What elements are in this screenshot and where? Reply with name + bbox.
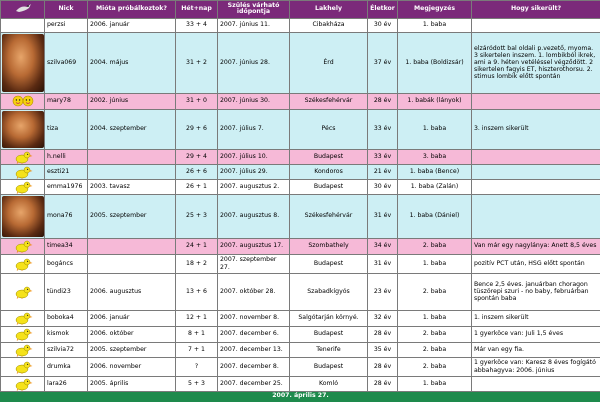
avatar-cell	[1, 357, 45, 376]
duckling-icon	[13, 311, 33, 325]
avatar-cell	[1, 342, 45, 357]
cell-nick[interactable]: timea34	[45, 238, 88, 254]
duckling-icon	[13, 377, 33, 391]
table-row	[1, 376, 600, 391]
cell-nick[interactable]: eszti21	[45, 164, 88, 179]
cell-weekday: 25 + 3	[176, 194, 218, 238]
cell-how	[472, 376, 600, 391]
cell-due: 2007. szeptember 27.	[218, 254, 290, 273]
cell-place: Salgótarján környé.	[290, 310, 368, 326]
cell-since: 2005. szeptember	[88, 342, 176, 357]
twin-smiley-icon	[12, 95, 34, 107]
cell-nick[interactable]: emma1976	[45, 179, 88, 194]
cell-how: 3. inszem sikerült	[472, 109, 600, 149]
cell-weekday: 33 + 4	[176, 18, 218, 32]
duckling-icon	[13, 285, 33, 299]
cell-nick[interactable]: boboka4	[45, 310, 88, 326]
cell-due: 2007. augusztus 2.	[218, 179, 290, 194]
cell-how	[472, 194, 600, 238]
cell-age: 33 év	[368, 109, 398, 149]
cell-weekday: 5 + 3	[176, 376, 218, 391]
col-weekday: Hét+nap	[176, 1, 218, 19]
cell-how: Van már egy nagylánya: Anett 8,5 éves	[472, 238, 600, 254]
cell-since: 2005. április	[88, 376, 176, 391]
cell-remark: 1. baba (Dániel)	[398, 194, 472, 238]
cell-age: 33 év	[368, 149, 398, 164]
cell-due: 2007. december 8.	[218, 357, 290, 376]
col-remark: Megjegyzés	[398, 1, 472, 19]
cell-weekday: 31 + 0	[176, 93, 218, 109]
cell-age: 28 év	[368, 357, 398, 376]
cell-age: 30 év	[368, 179, 398, 194]
cell-how: 1. inszem sikerült	[472, 310, 600, 326]
table-row	[1, 109, 600, 149]
cell-how: pozitív PCT után, HSG előtt spontán	[472, 254, 600, 273]
cell-place: Cibakháza	[290, 18, 368, 32]
cell-remark: 2. baba	[398, 326, 472, 342]
cell-remark: 1. baba	[398, 18, 472, 32]
duckling-icon	[13, 257, 33, 271]
cell-nick[interactable]: perzsi	[45, 18, 88, 32]
duckling-icon	[13, 165, 33, 179]
avatar-cell	[1, 179, 45, 194]
cell-due: 2007. augusztus 17.	[218, 238, 290, 254]
cell-since: 2005. szeptember	[88, 194, 176, 238]
cell-weekday: 29 + 4	[176, 149, 218, 164]
cell-place: Szabadkígyós	[290, 273, 368, 310]
cell-since: 2006. október	[88, 326, 176, 342]
table-row	[1, 238, 600, 254]
cell-due: 2007. július 10.	[218, 149, 290, 164]
duckling-icon	[13, 150, 33, 164]
cell-remark: 1. baba	[398, 109, 472, 149]
cell-remark: 1. baba (Boldizsár)	[398, 32, 472, 93]
col-place: Lakhely	[290, 1, 368, 19]
cell-age: 28 év	[368, 326, 398, 342]
cell-weekday: 26 + 6	[176, 164, 218, 179]
cell-due: 2007. június 28.	[218, 32, 290, 93]
table-row	[1, 93, 600, 109]
header-row	[1, 1, 600, 19]
cell-weekday: ?	[176, 357, 218, 376]
cell-since: 2003. tavasz	[88, 179, 176, 194]
stork-icon	[13, 1, 33, 15]
cell-nick[interactable]: drumka	[45, 357, 88, 376]
duckling-icon	[13, 360, 33, 374]
table-row	[1, 164, 600, 179]
cell-weekday: 13 + 6	[176, 273, 218, 310]
cell-age: 37 év	[368, 32, 398, 93]
cell-place: Budapest	[290, 357, 368, 376]
cell-place: Székesfehérvár	[290, 194, 368, 238]
table-body	[1, 18, 600, 391]
cell-remark: 1. babák (lányok)	[398, 93, 472, 109]
col-how: Hogy sikerült?	[472, 1, 600, 19]
col-nick: Nick	[45, 1, 88, 19]
cell-weekday: 24 + 1	[176, 238, 218, 254]
cell-remark: 1. baba (Zalán)	[398, 179, 472, 194]
cell-due: 2007. július 7.	[218, 109, 290, 149]
cell-place: Kondoros	[290, 164, 368, 179]
duckling-icon	[13, 239, 33, 253]
col-since: Mióta próbálkoztok?	[88, 1, 176, 19]
cell-nick[interactable]: mary78	[45, 93, 88, 109]
cell-weekday: 8 + 1	[176, 326, 218, 342]
cell-place: Budapest	[290, 254, 368, 273]
cell-since: 2004. május	[88, 32, 176, 93]
cell-how: Már van egy fia.	[472, 342, 600, 357]
cell-remark: 1. baba (Bence)	[398, 164, 472, 179]
table-row	[1, 149, 600, 164]
cell-remark: 1. baba	[398, 376, 472, 391]
cell-due: 2007. július 29.	[218, 164, 290, 179]
cell-how	[472, 164, 600, 179]
ultrasound-photo	[2, 196, 44, 237]
avatar-cell	[1, 376, 45, 391]
cell-place: Budapest	[290, 179, 368, 194]
table-row	[1, 326, 600, 342]
col-age: Életkor	[368, 1, 398, 19]
duckling-icon	[13, 180, 33, 194]
cell-nick[interactable]: bogáncs	[45, 254, 88, 273]
cell-place: Budapest	[290, 149, 368, 164]
cell-remark: 1. baba	[398, 310, 472, 326]
cell-age: 21 év	[368, 164, 398, 179]
cell-nick[interactable]: szilva069	[45, 32, 88, 93]
avatar-cell	[1, 326, 45, 342]
cell-age: 28 év	[368, 376, 398, 391]
cell-nick[interactable]: h.nelli	[45, 149, 88, 164]
cell-place: Pécs	[290, 109, 368, 149]
header-icon-cell	[1, 1, 45, 19]
cell-due: 2007. június 30.	[218, 93, 290, 109]
cell-weekday: 31 + 2	[176, 32, 218, 93]
cell-since	[88, 149, 176, 164]
cell-how	[472, 93, 600, 109]
cell-since	[88, 254, 176, 273]
cell-nick[interactable]: kismok	[45, 326, 88, 342]
duckling-icon	[13, 343, 33, 357]
cell-since	[88, 164, 176, 179]
ultrasound-photo	[2, 111, 44, 148]
avatar-cell	[1, 254, 45, 273]
table-row	[1, 179, 600, 194]
cell-age: 31 év	[368, 254, 398, 273]
cell-place: Komló	[290, 376, 368, 391]
table-row	[1, 342, 600, 357]
cell-remark: 2. baba	[398, 238, 472, 254]
cell-age: 31 év	[368, 194, 398, 238]
cell-how: Bence 2,5 éves. januárban choragon tüszörepi szuri - no baby, februárban spontán baba	[472, 273, 600, 310]
cell-since: 2006. augusztus	[88, 273, 176, 310]
cell-since	[88, 238, 176, 254]
cell-how: 1 gyerköce van: Karesz 8 éves fogígátó abbahagyva: 2006. június	[472, 357, 600, 376]
cell-how: 1 gyerköce van: Juli 1,5 éves	[472, 326, 600, 342]
col-due: Szülés várható időpontja	[218, 1, 290, 19]
avatar-cell	[1, 164, 45, 179]
cell-due: 2007. december 6.	[218, 326, 290, 342]
avatar-cell	[1, 273, 45, 310]
cell-remark: 2. baba	[398, 273, 472, 310]
cell-due: 2007. december 25.	[218, 376, 290, 391]
avatar-cell	[1, 109, 45, 149]
avatar-cell	[1, 194, 45, 238]
cell-place: Budapest	[290, 326, 368, 342]
cell-age: 35 év	[368, 342, 398, 357]
cell-weekday: 29 + 6	[176, 109, 218, 149]
cell-due: 2007. augusztus 8.	[218, 194, 290, 238]
table-row	[1, 310, 600, 326]
cell-remark: 2. baba	[398, 342, 472, 357]
cell-remark: 3. baba	[398, 149, 472, 164]
avatar-cell	[1, 238, 45, 254]
cell-how	[472, 179, 600, 194]
table-row	[1, 32, 600, 93]
cell-weekday: 26 + 1	[176, 179, 218, 194]
ultrasound-photo	[2, 34, 44, 92]
cell-place: Szombathely	[290, 238, 368, 254]
footer-row	[1, 391, 600, 401]
cell-due: 2007. december 13.	[218, 342, 290, 357]
avatar-cell	[1, 93, 45, 109]
cell-nick[interactable]: tündi23	[45, 273, 88, 310]
cell-weekday: 12 + 1	[176, 310, 218, 326]
avatar-cell	[1, 310, 45, 326]
cell-age: 32 év	[368, 310, 398, 326]
cell-place: Székesfehérvár	[290, 93, 368, 109]
avatar-cell	[1, 32, 45, 93]
cell-due: 2007. június 11.	[218, 18, 290, 32]
avatar-cell	[1, 18, 45, 32]
table-row	[1, 357, 600, 376]
cell-since: 2002. június	[88, 93, 176, 109]
cell-how: elzáródott bal oldali p.vezető, myoma. 3 sikertelen inszem. 1. lombikból ikrek, ami a 9. héten vetéléssel végződött. 2 sikertelen fagyis ET, hiszterothorsu. 2. stimus lombik előtt spontán	[472, 32, 600, 93]
cell-weekday: 7 + 1	[176, 342, 218, 357]
cell-due: 2007. október 28.	[218, 273, 290, 310]
cell-due: 2007. november 8.	[218, 310, 290, 326]
cell-age: 30 év	[368, 18, 398, 32]
cell-remark: 2. baba	[398, 357, 472, 376]
table-row	[1, 194, 600, 238]
cell-since: 2006. november	[88, 357, 176, 376]
cell-place: Érd	[290, 32, 368, 93]
cell-place: Tenerife	[290, 342, 368, 357]
cell-weekday: 18 + 2	[176, 254, 218, 273]
table-row	[1, 254, 600, 273]
cell-nick[interactable]: tiza	[45, 109, 88, 149]
table-row	[1, 273, 600, 310]
footer-date: 2007. április 27.	[1, 391, 600, 401]
duckling-icon	[13, 327, 33, 341]
cell-since: 2004. szeptember	[88, 109, 176, 149]
cell-nick[interactable]: mona76	[45, 194, 88, 238]
cell-age: 23 év	[368, 273, 398, 310]
avatar-cell	[1, 149, 45, 164]
cell-since: 2006. január	[88, 18, 176, 32]
cell-age: 28 év	[368, 93, 398, 109]
cell-remark: 1. baba	[398, 254, 472, 273]
cell-since: 2006. január	[88, 310, 176, 326]
cell-nick[interactable]: lara26	[45, 376, 88, 391]
cell-nick[interactable]: szilvia72	[45, 342, 88, 357]
cell-age: 34 év	[368, 238, 398, 254]
cell-how	[472, 18, 600, 32]
table-row	[1, 18, 600, 32]
cell-how	[472, 149, 600, 164]
